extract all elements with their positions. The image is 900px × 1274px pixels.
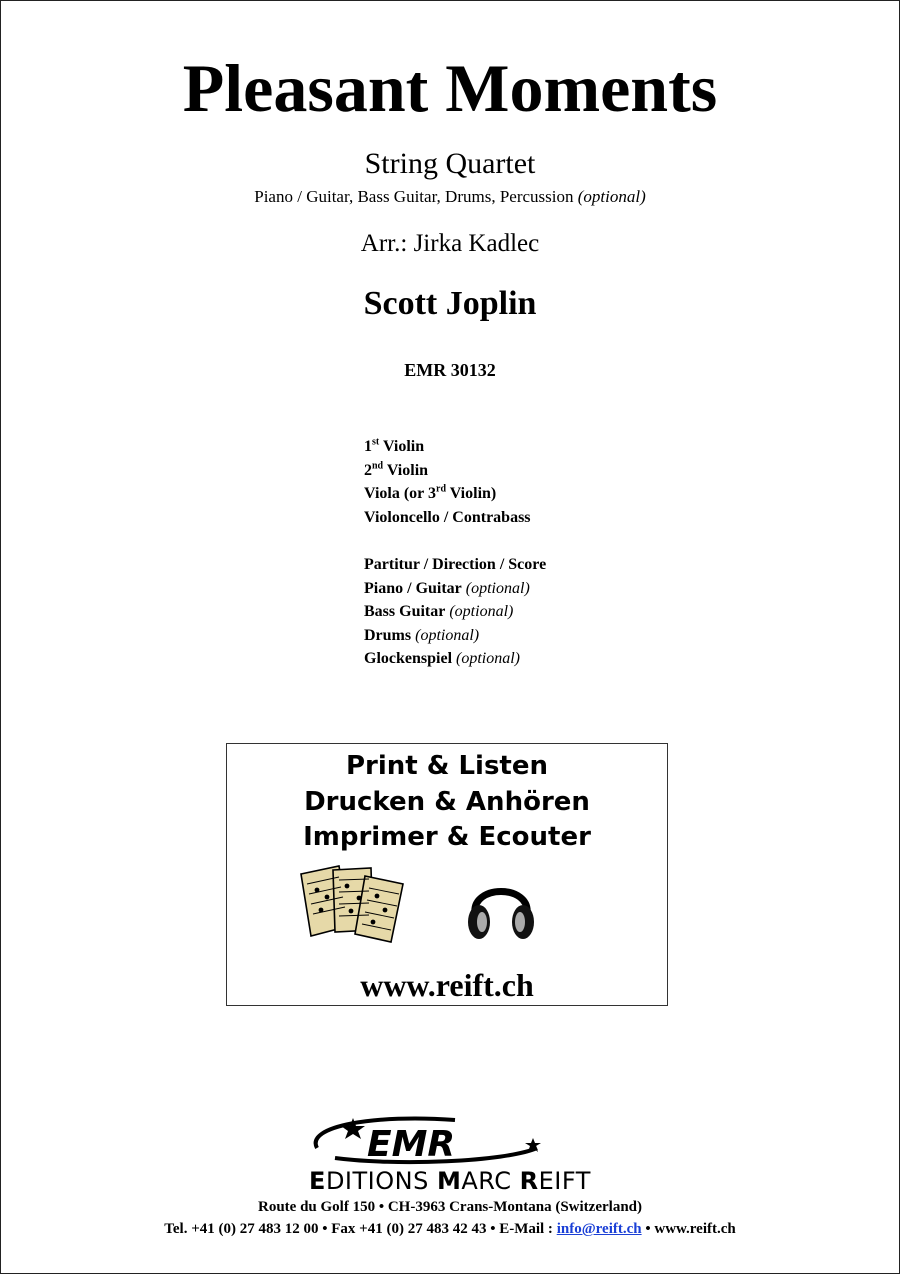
promo-url[interactable]: www.reift.ch (360, 967, 534, 1003)
part-item: Partitur / Direction / Score (364, 556, 547, 573)
catalog-number: EMR 30132 (404, 360, 496, 380)
promo-line-en: Print & Listen (345, 751, 549, 781)
publisher-name-rest: ARC (461, 1167, 520, 1195)
parts-list-other (364, 553, 546, 671)
headphones-icon (465, 870, 537, 946)
part-item: Drums (optional) (364, 626, 480, 644)
part-item: Violoncello / Contrabass (364, 508, 531, 526)
contact-phone-fax: Tel. +41 (0) 27 483 12 00 • Fax +41 (0) 27 483 42 43 • E-Mail : (164, 1221, 557, 1237)
publisher-name-initial: E (309, 1167, 326, 1195)
composer: Scott Joplin (363, 285, 537, 322)
parts-list-strings (364, 435, 531, 529)
part-item: Glockenspiel (optional) (364, 650, 521, 667)
contact-website[interactable]: • www.reift.ch (641, 1221, 736, 1237)
publisher-contact (0, 1219, 900, 1239)
arranger: Arr.: Jirka Kadlec (360, 230, 540, 257)
emr-logo-text: EMR (367, 1124, 456, 1165)
part-item: Bass Guitar (optional) (364, 603, 514, 620)
promo-line-de: Drucken & Anhören (304, 787, 590, 817)
instrumentation-optional: (optional) (577, 187, 646, 206)
part-item: 2nd Violin (364, 460, 429, 479)
part-item: Viola (or 3rd Violin) (364, 483, 497, 502)
promo-line-fr: Imprimer & Ecouter (303, 822, 591, 852)
publisher-name-rest: DITIONS (325, 1167, 437, 1195)
instrumentation (0, 186, 900, 208)
publisher-name-rest: EIFT (538, 1167, 591, 1195)
sheet-music-icon (299, 864, 411, 944)
part-item: Piano / Guitar (optional) (364, 579, 530, 597)
subtitle: String Quartet (364, 147, 536, 180)
emr-logo (305, 1108, 545, 1168)
publisher-name-initial: M (436, 1167, 462, 1195)
page-title: Pleasant Moments (182, 50, 718, 126)
part-item: 1st Violin (364, 436, 425, 455)
instrumentation-main: Piano / Guitar, Bass Guitar, Drums, Percussion (254, 187, 574, 206)
print-listen-box[interactable] (226, 743, 668, 1006)
publisher-name-initial: R (519, 1167, 539, 1195)
publisher-name (0, 1167, 900, 1195)
publisher-address: Route du Golf 150 • CH-3963 Crans-Montana (Switzerland) (258, 1199, 642, 1215)
email-link[interactable]: info@reift.ch (556, 1221, 642, 1237)
